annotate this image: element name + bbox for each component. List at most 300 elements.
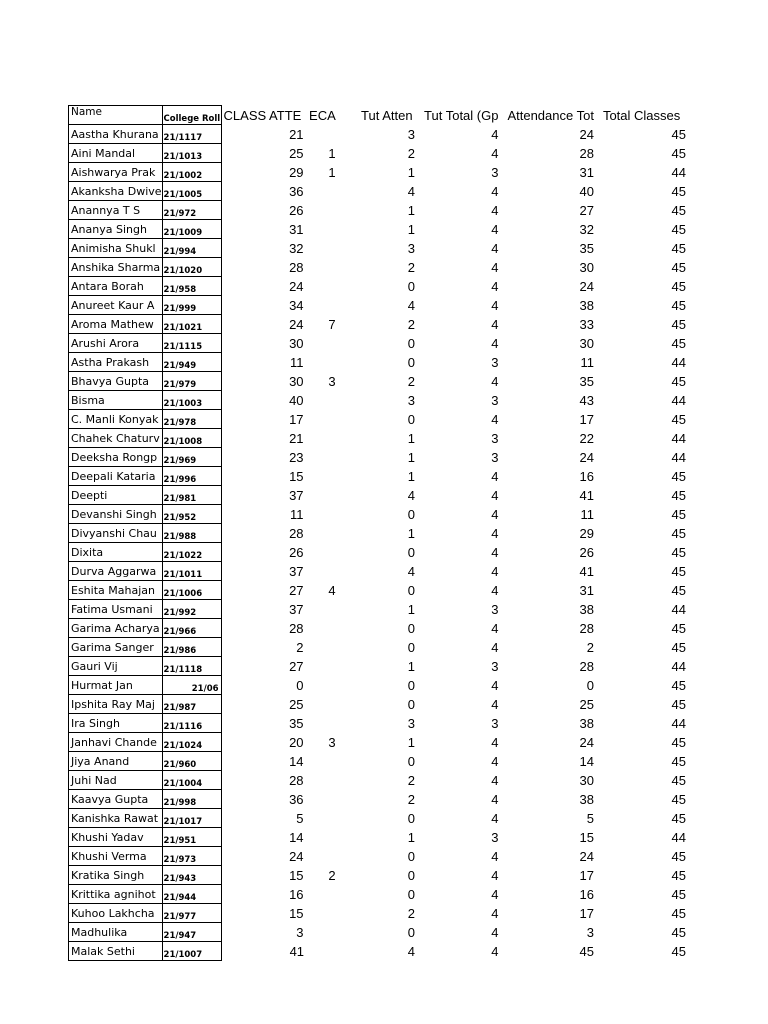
cell-total-classes[interactable]: 45 [671, 373, 686, 389]
cell-tut-total[interactable]: 4 [491, 240, 499, 256]
cell-attendance-total[interactable]: 17 [579, 867, 594, 883]
cell-attendance-total[interactable]: 24 [579, 848, 594, 864]
cell-class-attendance[interactable]: 25 [289, 145, 304, 161]
cell-total-classes[interactable]: 45 [671, 943, 686, 959]
cell-total-classes[interactable]: 45 [671, 221, 686, 237]
cell-tut-attendance[interactable]: 1 [407, 658, 416, 674]
cell-college-roll[interactable]: 21/949 [162, 353, 221, 372]
cell-class-attendance[interactable]: 41 [289, 943, 305, 959]
cell-eca[interactable] [306, 277, 358, 296]
cell-name[interactable]: Akanksha Dwive [69, 182, 163, 201]
cell-name[interactable]: Fatima Usmani [69, 600, 163, 619]
cell-attendance-total[interactable]: 32 [579, 221, 594, 237]
cell-attendance-total[interactable]: 28 [579, 658, 594, 674]
cell-attendance-total[interactable]: 24 [579, 449, 594, 465]
cell-tut-total[interactable]: 4 [491, 506, 499, 522]
cell-attendance-total[interactable]: 35 [579, 240, 594, 256]
cell-college-roll[interactable]: 21/1115 [162, 334, 221, 353]
cell-tut-attendance[interactable]: 0 [407, 867, 416, 883]
cell-name[interactable]: Eshita Mahajan [69, 581, 163, 600]
cell-tut-total[interactable]: 4 [491, 544, 499, 560]
cell-tut-total[interactable]: 4 [491, 202, 499, 218]
cell-eca[interactable] [306, 258, 358, 277]
cell-class-attendance[interactable]: 37 [289, 601, 304, 617]
cell-attendance-total[interactable]: 30 [579, 259, 594, 275]
cell-total-classes[interactable]: 45 [671, 753, 686, 769]
cell-name[interactable]: Chahek Chaturv [69, 429, 163, 448]
cell-tut-attendance[interactable]: 1 [407, 734, 416, 750]
cell-name[interactable]: Jiya Anand [69, 752, 163, 771]
cell-class-attendance[interactable]: 24 [289, 316, 304, 332]
cell-college-roll[interactable]: 21/977 [162, 904, 221, 923]
cell-name[interactable]: Malak Sethi [69, 942, 163, 961]
cell-class-attendance[interactable]: 26 [289, 544, 304, 560]
cell-class-attendance[interactable]: 36 [289, 183, 304, 199]
cell-tut-attendance[interactable]: 1 [407, 430, 416, 446]
cell-tut-total[interactable]: 4 [491, 183, 499, 199]
cell-name[interactable]: Animisha Shukl [69, 239, 163, 258]
cell-tut-total[interactable]: 4 [491, 468, 499, 484]
cell-eca[interactable] [306, 638, 358, 657]
cell-college-roll[interactable]: 21/1005 [162, 182, 221, 201]
cell-tut-attendance[interactable]: 2 [407, 905, 416, 921]
cell-college-roll[interactable]: 21/998 [162, 790, 221, 809]
cell-tut-attendance[interactable]: 2 [407, 791, 416, 807]
cell-name[interactable]: Arushi Arora [69, 334, 163, 353]
cell-class-attendance[interactable]: 31 [289, 221, 304, 237]
cell-tut-total[interactable]: 4 [491, 924, 499, 940]
cell-name[interactable]: Khushi Yadav [69, 828, 163, 847]
cell-tut-total[interactable]: 4 [491, 126, 499, 142]
cell-name[interactable]: Ipshita Ray Maj [69, 695, 163, 714]
cell-tut-attendance[interactable]: 3 [407, 240, 416, 256]
cell-eca[interactable] [306, 391, 358, 410]
cell-tut-attendance[interactable]: 1 [407, 202, 416, 218]
cell-attendance-total[interactable]: 31 [579, 582, 594, 598]
cell-class-attendance[interactable]: 24 [289, 848, 304, 864]
cell-total-classes[interactable]: 45 [671, 316, 686, 332]
cell-eca[interactable] [306, 828, 358, 847]
cell-tut-total[interactable]: 4 [491, 487, 499, 503]
cell-attendance-total[interactable]: 38 [579, 791, 594, 807]
cell-eca[interactable] [306, 695, 358, 714]
cell-class-attendance[interactable]: 11 [290, 354, 304, 370]
cell-class-attendance[interactable]: 15 [289, 867, 304, 883]
header-college-roll[interactable]: College Roll [162, 106, 221, 125]
cell-attendance-total[interactable]: 33 [579, 316, 594, 332]
cell-total-classes[interactable]: 44 [671, 449, 686, 465]
cell-name[interactable]: Bisma [69, 391, 163, 410]
cell-tut-total[interactable]: 4 [491, 411, 499, 427]
cell-total-classes[interactable]: 45 [671, 810, 686, 826]
cell-tut-attendance[interactable]: 0 [407, 506, 416, 522]
cell-attendance-total[interactable]: 2 [586, 639, 594, 655]
cell-class-attendance[interactable]: 27 [289, 658, 304, 674]
cell-class-attendance[interactable]: 14 [289, 829, 304, 845]
cell-eca[interactable] [306, 600, 358, 619]
cell-total-classes[interactable]: 45 [671, 335, 686, 351]
cell-tut-total[interactable]: 4 [491, 563, 499, 579]
cell-college-roll[interactable]: 21/1007 [162, 942, 221, 961]
cell-college-roll[interactable]: 21/1024 [162, 733, 221, 752]
cell-college-roll[interactable]: 21/972 [162, 201, 221, 220]
cell-eca[interactable] [306, 429, 358, 448]
cell-total-classes[interactable]: 45 [671, 525, 686, 541]
cell-attendance-total[interactable]: 24 [579, 734, 594, 750]
cell-tut-attendance[interactable]: 4 [407, 943, 416, 959]
cell-eca[interactable] [306, 771, 358, 790]
cell-class-attendance[interactable]: 23 [289, 449, 304, 465]
cell-college-roll[interactable]: 21/981 [162, 486, 221, 505]
cell-total-classes[interactable]: 45 [671, 734, 686, 750]
cell-college-roll[interactable]: 21/947 [162, 923, 221, 942]
cell-college-roll[interactable]: 21/1117 [162, 125, 221, 144]
cell-name[interactable]: Garima Sanger [69, 638, 163, 657]
cell-name[interactable]: Kuhoo Lakhcha [69, 904, 163, 923]
cell-eca[interactable] [306, 353, 358, 372]
cell-tut-attendance[interactable]: 1 [407, 164, 416, 180]
cell-eca[interactable] [306, 809, 358, 828]
cell-name[interactable]: Deepti [69, 486, 163, 505]
cell-name[interactable]: Antara Borah [69, 277, 163, 296]
cell-college-roll[interactable]: 21/978 [162, 410, 221, 429]
cell-eca[interactable] [306, 220, 358, 239]
cell-tut-attendance[interactable]: 0 [407, 886, 416, 902]
cell-class-attendance[interactable]: 16 [289, 886, 304, 902]
cell-name[interactable]: Ananya Singh [69, 220, 163, 239]
cell-attendance-total[interactable]: 38 [579, 297, 594, 313]
cell-name[interactable]: Dixita [69, 543, 163, 562]
cell-college-roll[interactable]: 21/952 [162, 505, 221, 524]
cell-name[interactable]: Kratika Singh [69, 866, 163, 885]
cell-college-roll[interactable]: 21/1013 [162, 144, 221, 163]
cell-attendance-total[interactable]: 26 [579, 544, 594, 560]
cell-college-roll[interactable]: 21/1004 [162, 771, 221, 790]
cell-class-attendance[interactable]: 20 [289, 734, 304, 750]
cell-class-attendance[interactable]: 32 [289, 240, 304, 256]
cell-class-attendance[interactable]: 27 [289, 582, 304, 598]
cell-tut-attendance[interactable]: 3 [407, 126, 416, 142]
cell-tut-attendance[interactable]: 1 [407, 221, 416, 237]
header-class-attendance[interactable]: CLASS ATTE [223, 107, 302, 123]
cell-attendance-total[interactable]: 43 [579, 392, 594, 408]
cell-total-classes[interactable]: 45 [671, 126, 686, 142]
cell-college-roll[interactable]: 21/943 [162, 866, 221, 885]
cell-tut-total[interactable]: 4 [491, 734, 499, 750]
cell-tut-attendance[interactable]: 4 [407, 487, 416, 503]
cell-college-roll[interactable]: 21/1003 [162, 391, 221, 410]
cell-class-attendance[interactable]: 28 [289, 772, 304, 788]
cell-tut-total[interactable]: 3 [491, 658, 499, 674]
cell-tut-total[interactable]: 3 [491, 354, 499, 370]
cell-eca[interactable] [306, 923, 358, 942]
cell-tut-attendance[interactable]: 2 [407, 373, 416, 389]
cell-college-roll[interactable]: 21/999 [162, 296, 221, 315]
cell-name[interactable]: Anureet Kaur A [69, 296, 163, 315]
cell-eca[interactable]: 3 [328, 734, 336, 750]
cell-class-attendance[interactable]: 30 [289, 373, 304, 389]
cell-tut-total[interactable]: 3 [491, 715, 499, 731]
cell-tut-total[interactable]: 4 [491, 620, 499, 636]
cell-college-roll[interactable]: 21/992 [162, 600, 221, 619]
cell-total-classes[interactable]: 44 [671, 430, 686, 446]
cell-eca[interactable]: 3 [328, 373, 336, 389]
cell-class-attendance[interactable]: 30 [289, 335, 304, 351]
cell-total-classes[interactable]: 45 [671, 145, 686, 161]
cell-tut-attendance[interactable]: 0 [407, 677, 416, 693]
cell-eca[interactable] [306, 410, 358, 429]
cell-class-attendance[interactable]: 0 [296, 677, 304, 693]
cell-class-attendance[interactable]: 3 [296, 924, 304, 940]
cell-name[interactable]: Ira Singh [69, 714, 163, 733]
cell-class-attendance[interactable]: 11 [290, 506, 304, 522]
cell-tut-total[interactable]: 4 [491, 335, 499, 351]
cell-name[interactable]: Aroma Mathew [69, 315, 163, 334]
cell-total-classes[interactable]: 44 [671, 601, 686, 617]
cell-class-attendance[interactable]: 24 [289, 278, 304, 294]
cell-tut-attendance[interactable]: 4 [407, 563, 416, 579]
cell-tut-attendance[interactable]: 0 [407, 411, 416, 427]
cell-class-attendance[interactable]: 15 [289, 468, 304, 484]
cell-attendance-total[interactable]: 45 [579, 943, 594, 959]
cell-total-classes[interactable]: 45 [671, 506, 686, 522]
cell-tut-total[interactable]: 4 [491, 297, 499, 313]
cell-name[interactable]: Deeksha Rongp [69, 448, 163, 467]
cell-attendance-total[interactable]: 30 [579, 772, 594, 788]
cell-name[interactable]: Gauri Vij [69, 657, 163, 676]
cell-total-classes[interactable]: 45 [671, 582, 686, 598]
cell-total-classes[interactable]: 45 [671, 259, 686, 275]
cell-name[interactable]: Aastha Khurana [69, 125, 163, 144]
cell-class-attendance[interactable]: 29 [289, 164, 304, 180]
cell-tut-attendance[interactable]: 1 [407, 525, 416, 541]
cell-tut-attendance[interactable]: 0 [407, 278, 416, 294]
cell-tut-total[interactable]: 4 [491, 696, 499, 712]
cell-college-roll[interactable]: 21/1008 [162, 429, 221, 448]
cell-tut-attendance[interactable]: 2 [407, 772, 416, 788]
cell-total-classes[interactable]: 45 [671, 848, 686, 864]
cell-tut-total[interactable]: 4 [491, 905, 499, 921]
cell-eca[interactable] [306, 239, 358, 258]
cell-tut-attendance[interactable]: 0 [407, 639, 416, 655]
header-tut-total[interactable]: Tut Total (Gp [424, 107, 499, 123]
cell-total-classes[interactable]: 45 [671, 240, 686, 256]
cell-tut-attendance[interactable]: 3 [407, 392, 416, 408]
cell-total-classes[interactable]: 45 [671, 924, 686, 940]
cell-attendance-total[interactable]: 38 [579, 715, 594, 731]
cell-name[interactable]: Krittika agnihot [69, 885, 163, 904]
cell-name[interactable]: Durva Aggarwa [69, 562, 163, 581]
cell-name[interactable]: Deepali Kataria [69, 467, 163, 486]
cell-class-attendance[interactable]: 21 [289, 126, 304, 142]
cell-eca[interactable] [306, 942, 358, 961]
cell-eca[interactable] [306, 619, 358, 638]
cell-attendance-total[interactable]: 17 [579, 411, 594, 427]
cell-college-roll[interactable]: 21/1020 [162, 258, 221, 277]
cell-tut-total[interactable]: 3 [491, 430, 499, 446]
cell-tut-attendance[interactable]: 2 [407, 259, 416, 275]
cell-total-classes[interactable]: 45 [671, 639, 686, 655]
cell-attendance-total[interactable]: 0 [586, 677, 594, 693]
cell-total-classes[interactable]: 45 [671, 772, 686, 788]
cell-total-classes[interactable]: 45 [671, 487, 686, 503]
cell-attendance-total[interactable]: 16 [579, 468, 594, 484]
cell-eca[interactable]: 1 [328, 145, 336, 161]
cell-total-classes[interactable]: 44 [671, 715, 686, 731]
cell-tut-total[interactable]: 3 [491, 164, 499, 180]
cell-total-classes[interactable]: 45 [671, 905, 686, 921]
cell-eca[interactable] [306, 524, 358, 543]
header-name[interactable]: Name [69, 106, 163, 125]
cell-tut-total[interactable]: 4 [491, 259, 499, 275]
cell-total-classes[interactable]: 45 [671, 563, 686, 579]
cell-tut-attendance[interactable]: 1 [407, 449, 416, 465]
cell-college-roll[interactable]: 21/996 [162, 467, 221, 486]
cell-college-roll[interactable]: 21/969 [162, 448, 221, 467]
cell-tut-total[interactable]: 4 [491, 639, 499, 655]
cell-name[interactable]: Astha Prakash [69, 353, 163, 372]
cell-name[interactable]: Hurmat Jan [69, 676, 163, 695]
cell-name[interactable]: Bhavya Gupta [69, 372, 163, 391]
cell-attendance-total[interactable]: 40 [579, 183, 594, 199]
cell-class-attendance[interactable]: 28 [289, 525, 304, 541]
cell-eca[interactable] [306, 296, 358, 315]
cell-attendance-total[interactable]: 25 [579, 696, 594, 712]
cell-eca[interactable] [306, 714, 358, 733]
cell-tut-total[interactable]: 4 [491, 525, 499, 541]
cell-tut-attendance[interactable]: 4 [407, 297, 416, 313]
cell-total-classes[interactable]: 45 [671, 544, 686, 560]
cell-college-roll[interactable]: 21/994 [162, 239, 221, 258]
cell-college-roll[interactable]: 21/1021 [162, 315, 221, 334]
cell-college-roll[interactable]: 21/06 [162, 676, 221, 695]
cell-name[interactable]: Anannya T S [69, 201, 163, 220]
cell-name[interactable]: Kanishka Rawat [69, 809, 163, 828]
cell-college-roll[interactable]: 21/1017 [162, 809, 221, 828]
cell-total-classes[interactable]: 45 [671, 297, 686, 313]
cell-attendance-total[interactable]: 5 [586, 810, 594, 826]
cell-college-roll[interactable]: 21/986 [162, 638, 221, 657]
cell-college-roll[interactable]: 21/973 [162, 847, 221, 866]
cell-college-roll[interactable]: 21/944 [162, 885, 221, 904]
cell-tut-attendance[interactable]: 0 [407, 335, 416, 351]
cell-tut-attendance[interactable]: 0 [407, 848, 416, 864]
cell-eca[interactable] [306, 125, 358, 144]
cell-attendance-total[interactable]: 17 [579, 905, 594, 921]
cell-eca[interactable] [306, 562, 358, 581]
cell-tut-attendance[interactable]: 0 [407, 582, 416, 598]
cell-class-attendance[interactable]: 14 [289, 753, 304, 769]
cell-eca[interactable] [306, 201, 358, 220]
cell-total-classes[interactable]: 44 [671, 658, 686, 674]
header-eca[interactable]: ECA [309, 107, 336, 123]
cell-name[interactable]: Madhulika [69, 923, 163, 942]
cell-tut-total[interactable]: 4 [491, 772, 499, 788]
cell-name[interactable]: C. Manli Konyak [69, 410, 163, 429]
cell-tut-total[interactable]: 4 [491, 753, 499, 769]
cell-tut-total[interactable]: 4 [491, 582, 499, 598]
cell-tut-attendance[interactable]: 0 [407, 354, 416, 370]
cell-attendance-total[interactable]: 11 [580, 354, 594, 370]
cell-name[interactable]: Aini Mandal [69, 144, 163, 163]
cell-attendance-total[interactable]: 30 [579, 335, 594, 351]
cell-tut-total[interactable]: 4 [491, 373, 499, 389]
cell-total-classes[interactable]: 44 [671, 354, 686, 370]
cell-tut-attendance[interactable]: 0 [407, 544, 416, 560]
cell-class-attendance[interactable]: 15 [289, 905, 304, 921]
cell-total-classes[interactable]: 45 [671, 183, 686, 199]
header-tut-attendance[interactable]: Tut Atten [361, 107, 413, 123]
cell-attendance-total[interactable]: 31 [579, 164, 594, 180]
cell-attendance-total[interactable]: 16 [579, 886, 594, 902]
cell-college-roll[interactable]: 21/1009 [162, 220, 221, 239]
cell-attendance-total[interactable]: 41 [579, 487, 594, 503]
cell-college-roll[interactable]: 21/1118 [162, 657, 221, 676]
cell-total-classes[interactable]: 45 [671, 202, 686, 218]
cell-attendance-total[interactable]: 41 [579, 563, 594, 579]
cell-eca[interactable]: 4 [328, 582, 336, 598]
cell-total-classes[interactable]: 45 [671, 411, 686, 427]
cell-class-attendance[interactable]: 2 [296, 639, 304, 655]
cell-eca[interactable] [306, 334, 358, 353]
cell-eca[interactable]: 2 [328, 867, 336, 883]
cell-tut-attendance[interactable]: 2 [407, 145, 416, 161]
cell-attendance-total[interactable]: 28 [579, 145, 594, 161]
cell-total-classes[interactable]: 45 [671, 867, 686, 883]
cell-eca[interactable] [306, 182, 358, 201]
cell-tut-attendance[interactable]: 2 [407, 316, 416, 332]
cell-college-roll[interactable]: 21/988 [162, 524, 221, 543]
cell-total-classes[interactable]: 44 [671, 164, 686, 180]
cell-class-attendance[interactable]: 40 [289, 392, 304, 408]
cell-tut-attendance[interactable]: 0 [407, 696, 416, 712]
cell-attendance-total[interactable]: 14 [579, 753, 594, 769]
cell-tut-attendance[interactable]: 4 [407, 183, 416, 199]
cell-attendance-total[interactable]: 29 [579, 525, 594, 541]
cell-tut-total[interactable]: 4 [491, 278, 499, 294]
cell-name[interactable]: Anshika Sharma [69, 258, 163, 277]
cell-class-attendance[interactable]: 35 [289, 715, 304, 731]
cell-eca[interactable] [306, 467, 358, 486]
cell-eca[interactable] [306, 885, 358, 904]
cell-eca[interactable]: 7 [328, 316, 336, 332]
cell-college-roll[interactable]: 21/951 [162, 828, 221, 847]
cell-attendance-total[interactable]: 22 [579, 430, 594, 446]
cell-eca[interactable] [306, 543, 358, 562]
cell-eca[interactable] [306, 676, 358, 695]
cell-tut-total[interactable]: 4 [491, 810, 499, 826]
cell-tut-attendance[interactable]: 0 [407, 753, 416, 769]
cell-name[interactable]: Aishwarya Prak [69, 163, 163, 182]
cell-total-classes[interactable]: 45 [671, 677, 686, 693]
cell-eca[interactable] [306, 847, 358, 866]
cell-class-attendance[interactable]: 36 [289, 791, 304, 807]
cell-eca[interactable] [306, 657, 358, 676]
cell-tut-total[interactable]: 4 [491, 677, 499, 693]
cell-tut-attendance[interactable]: 3 [407, 715, 416, 731]
cell-attendance-total[interactable]: 35 [579, 373, 594, 389]
cell-attendance-total[interactable]: 27 [579, 202, 594, 218]
cell-tut-attendance[interactable]: 0 [407, 810, 416, 826]
cell-class-attendance[interactable]: 28 [289, 620, 304, 636]
cell-eca[interactable] [306, 448, 358, 467]
cell-class-attendance[interactable]: 28 [289, 259, 304, 275]
cell-tut-total[interactable]: 4 [491, 886, 499, 902]
cell-name[interactable]: Kaavya Gupta [69, 790, 163, 809]
cell-eca[interactable] [306, 752, 358, 771]
cell-total-classes[interactable]: 44 [671, 829, 686, 845]
cell-tut-total[interactable]: 4 [491, 848, 499, 864]
